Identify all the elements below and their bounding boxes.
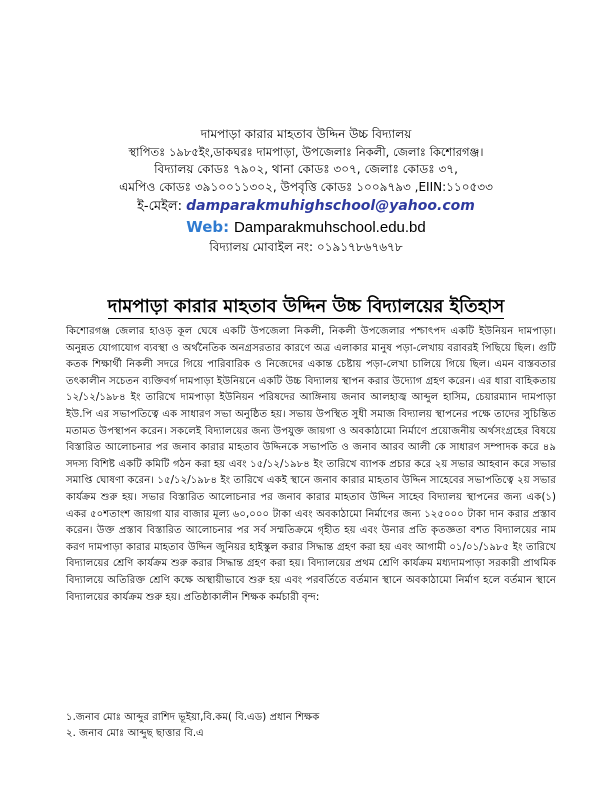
history-paragraph: কিশোরগঞ্জ জেলার হাওড় কূল ঘেষে একটি উপজেলা নিকলী, নিকলী উপজেলার পশ্চাৎপদ একটি ইউনিয়ন দামপাড়া। অনুন্নত যোগাযোগ ব্যবস্থা ও অর্থনৈতিক অনগ্রসরতার কারণে অত্র এলাকার মানুষ পড়া-লেখায় বরাবরই পিছিয়ে ছিল। গুটি কতক শিক্ষার্থী নিকলী সদরে গিয়ে পারিবারিক ও নিজেদের একান্ত চেষ্টায় পড়া-লেখা চালিয়ে গিয়ে ছিল। এমন বাস্তবতার তৎকালীন সচেতন ব্যক্তিবর্গ দামপাড়া ইউনিয়নে একটি উচ্চ বিদ্যালয় স্থাপন করার উদ্যোগ গ্রহণ করেন। এর ধারা বাহিকতায় ১২/১২/১৯৮৪ ইং তারিখে দামপাড়া ইউনিয়ন পরিষদের আঙ্গিনায় জনাব আলহাজ্ব আব্দুল হাসিম, চেয়ারম্যান দামপাড়া ইউ.পি এর সভাপতিত্বে এক সাধারণ সভা অনুষ্ঠিত হয়। সভায় উপস্থিত সুধী সমাজ বিদ্যালয় স্থাপনের পক্ষে তাদের সুচিন্তিত মতামত উপস্থাপন করেন। সকলেই বিদ্যালয়ের জন্য উপযুক্ত জায়গা ও অবকাঠামো নির্মাণে প্রয়োজনীয় অর্থসংগ্রহের বিষয়ে বিস্তারিত আলোচনার পর জনাব কারার মাহতাব উদ্দিনকে সভাপতি ও জনাব আরব আলী কে সাধারণ সম্পাদক করে ৪৯ সদস্য বিশিষ্ট একটি কমিটি গঠন করা হয় এবং ১৫/১২/১৯৮৪ ইং তারিখে ব্যাপক প্রচার করে ২য় সভার আহবান করে সভার সমাপ্তি ঘোষণা করেন। ১৫/১২/১৯৮৪ ইং তারিখে একই স্থানে জনাব কারার মাহতাব উদ্দিন সাহেবের সভাপতিত্বে ২য় সভার কার্যক্রম শুরু হয়। সভার বিস্তারিত আলোচনার পর জনাব কারার মাহতাব উদ্দিন সাহেব বিদ্যালয় স্থাপনের জন্য এক(১) একর ৫০শতাংশ জায়গা যার বাজার মূল্য ৬০,০০০ টাকা এবং অবকাঠামো নির্মাণের জন্য ১২৫০০০ টাকা দান করার প্রস্তাব করেন। উক্ত প্রস্তাব বিস্তারিত আলোচনার পর সর্ব সম্মতিক্রমে গৃহীত হয় এবং উনার প্রতি কৃতজ্ঞতা বশত বিদ্যালয়ের নাম করণ দামপাড়া কারার মাহতাব উদ্দিন জুনিয়র হাইস্কুল করার সিদ্ধান্ত গ্রহণ করা হয় এবং আগামী ০১/০১/১৯৮৫ ইং তারিখে বিদ্যালয়ের শ্রেণি কার্যক্রম শুরু করার সিদ্ধান্ত গ্রহণ করা হয়। বিদ্যালয়ের প্রথম শ্রেণি কার্যক্রম মধ্যদামপাড়া সরকারী প্রাথমিক বিদ্যালয়ে অতিরিক্ত শ্রেণি কক্ষে অস্থায়ীভাবে শুরু হয় এবং পরবর্তিতে বর্তমান স্থানে অবকাঠামো নির্মাণ হলে বর্তমান স্থানে বিদ্যালয়ের কার্যক্রম শুরু হয়। প্রতিষ্ঠাকালীন শিক্ষক কর্মচারী বৃন্দ: <box>66 326 556 603</box>
history-body <box>66 324 556 606</box>
email-link[interactable]: damparakmuhighschool@yahoo.com <box>186 198 475 214</box>
staff-item-2: ২. জনাব মোঃ আব্দুছ ছাত্তার বি.এ <box>66 728 204 739</box>
web-line <box>0 217 612 238</box>
web-label: Web: <box>186 218 230 236</box>
history-title <box>0 292 612 323</box>
staff-list <box>66 710 319 742</box>
codes-line: বিদ্যালয় কোডঃ ৭৯০২, থানা কোডঃ ৩০৭, জেলাঃ কোডঃ ৩৭, <box>154 162 458 176</box>
mpo-line: এমপিও কোডঃ ৩৯১০০১১৩০২, উপবৃত্তি কোডঃ ১০০৯৭৯৩ ,EIIN:১১০৫৩৩ <box>119 179 493 194</box>
web-link[interactable]: Damparakmuhschool.edu.bd <box>233 219 426 236</box>
mobile-line: বিদ্যালয় মোবাইল নং: ০১৯১৭৮৬৭৬৭৮ <box>209 240 403 254</box>
school-name: দামপাড়া কারার মাহতাব উদ্দিন উচ্চ বিদ্যালয় <box>200 127 412 141</box>
staff-item-1: ১.জনাব মোঃ আব্দুর রাশিদ ভূইয়া,বি.কম( বি.এড) প্রধান শিক্ষক <box>66 712 320 723</box>
history-title-text: দামপাড়া কারার মাহতাব উদ্দিন উচ্চ বিদ্যালয়ের ইতিহাস <box>107 296 505 317</box>
school-header <box>0 126 612 257</box>
email-line <box>0 196 612 217</box>
established-line: স্থাপিতঃ ১৯৮৫ইং,ডাকঘরঃ দামপাড়া, উপজেলাঃ নিকলী, জেলাঃ কিশোরগঞ্জ। <box>128 144 484 159</box>
email-label: ই-মেইল: <box>137 199 182 214</box>
